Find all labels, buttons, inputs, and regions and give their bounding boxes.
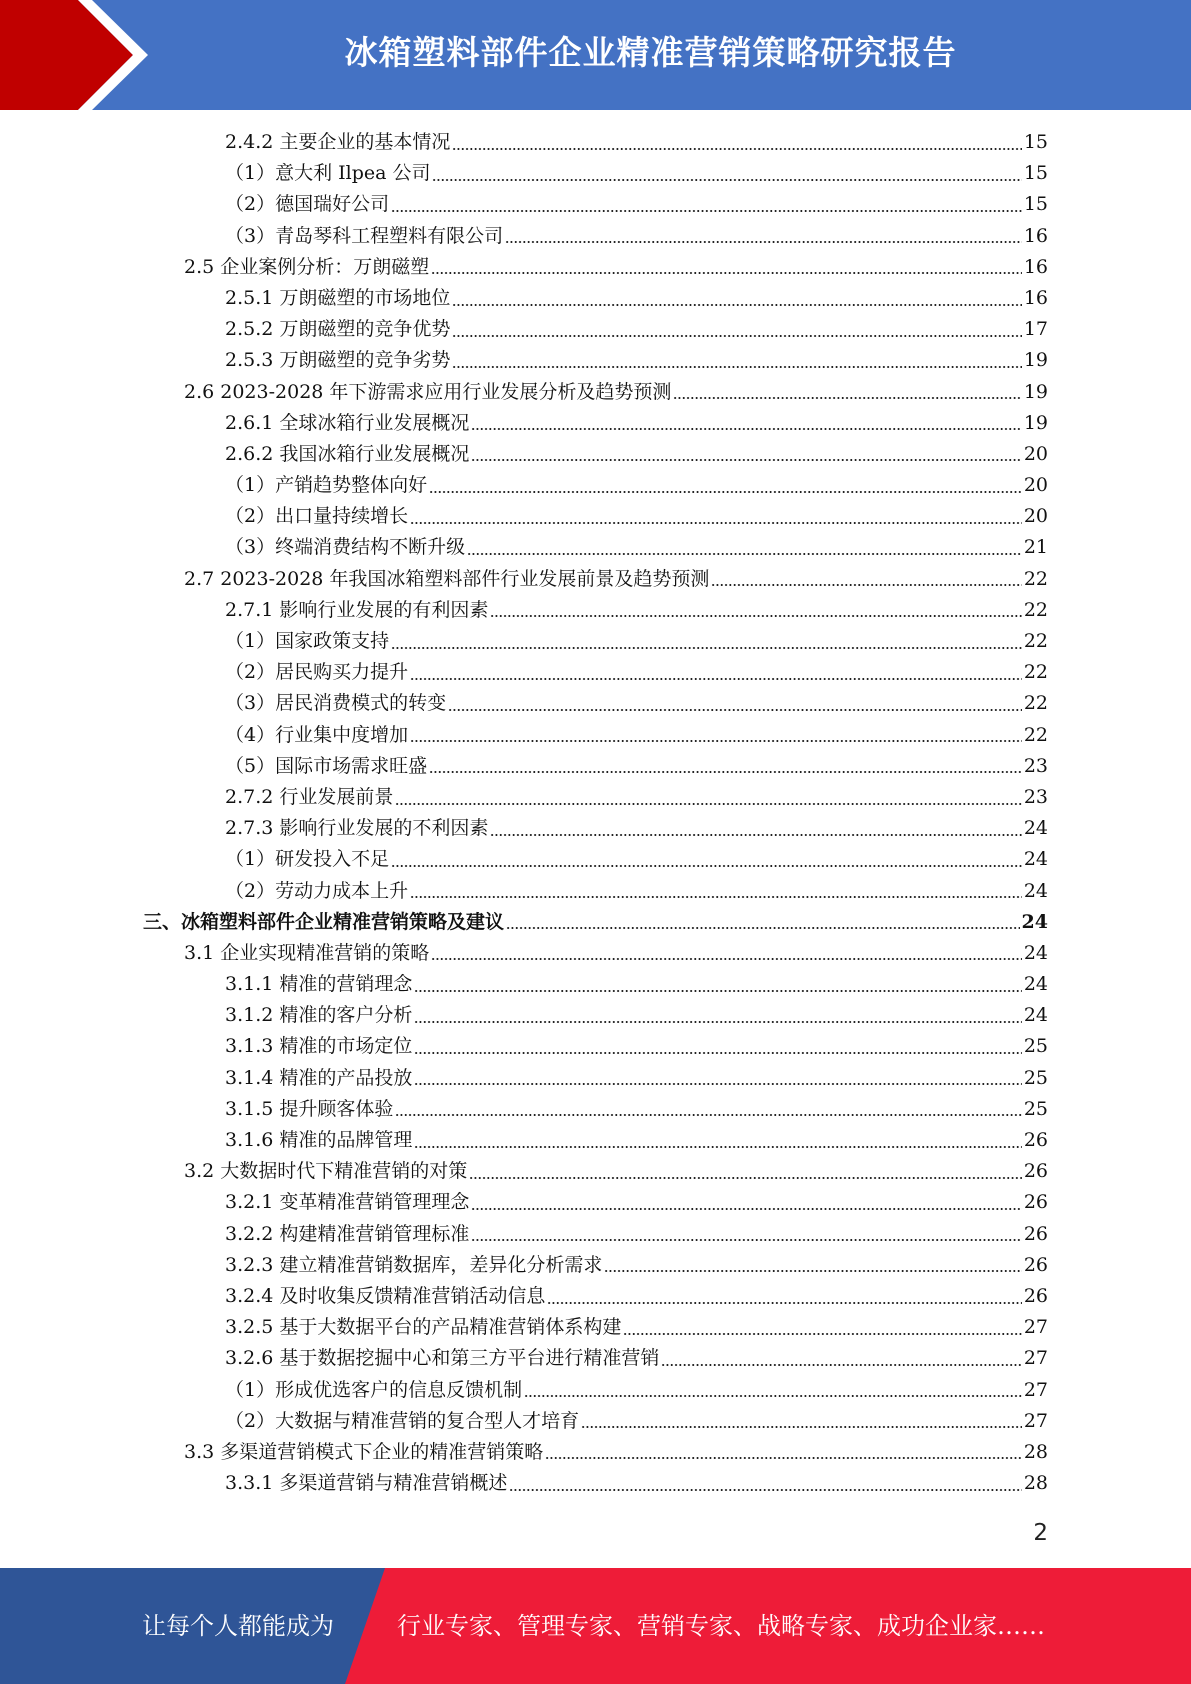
toc-entry-page: 25 [1023, 1066, 1048, 1089]
toc-dot-leader [410, 522, 1022, 524]
toc-entry-page: 16 [1023, 255, 1048, 278]
toc-entry[interactable] [0, 314, 1191, 345]
toc-dot-leader [490, 834, 1021, 836]
toc-entry-label: （2）居民购买力提升 [225, 661, 409, 684]
toc-entry[interactable] [0, 1281, 1191, 1312]
toc-dot-leader [604, 1270, 1021, 1272]
toc-entry-label: 3.1.1 精准的营销理念 [225, 973, 413, 996]
toc-entry-label: （2）出口量持续增长 [225, 505, 409, 528]
toc-entry[interactable] [0, 283, 1191, 314]
toc-entry-page: 25 [1023, 1097, 1048, 1120]
footer-slogan-left: 让每个人都能成为 [142, 1612, 334, 1640]
toc-entry-label: （2）德国瑞好公司 [225, 193, 390, 216]
toc-entry-label: （5）国际市场需求旺盛 [225, 754, 428, 777]
toc-dot-leader [452, 335, 1021, 337]
toc-entry[interactable] [0, 1437, 1191, 1468]
toc-entry[interactable] [0, 532, 1191, 563]
toc-entry-page: 23 [1023, 754, 1048, 777]
toc-entry-page: 19 [1023, 380, 1048, 403]
toc-entry-label: 3.3 多渠道营销模式下企业的精准营销策略 [184, 1440, 544, 1463]
toc-entry-label: （3）居民消费模式的转变 [225, 692, 447, 715]
toc-entry-label: 3.2.6 基于数据挖掘中心和第三方平台进行精准营销 [225, 1347, 660, 1370]
toc-dot-leader [448, 709, 1022, 711]
toc-dot-leader [661, 1364, 1021, 1366]
toc-entry-label: 3.1.6 精准的品牌管理 [225, 1129, 413, 1151]
toc-entry-label: （2）劳动力成本上升 [225, 879, 409, 902]
toc-entry[interactable] [0, 221, 1191, 252]
toc-entry-label: 2.6 2023-2028 年下游需求应用行业发展分析及趋势预测 [184, 380, 672, 403]
toc-entry-label: 三、冰箱塑料部件企业精准营销策略及建议 [143, 910, 505, 933]
toc-entry-label: （4）行业集中度增加 [225, 723, 409, 746]
toc-entry-label: 3.1.2 精准的客户分析 [225, 1004, 413, 1027]
toc-entry-page: 24 [1023, 973, 1048, 996]
toc-dot-leader [431, 958, 1022, 960]
toc-entry-label: 2.7.1 影响行业发展的有利因素 [225, 598, 489, 621]
toc-dot-leader [452, 304, 1021, 306]
toc-entry-page: 27 [1023, 1409, 1048, 1432]
toc-entry-label: 2.6.2 我国冰箱行业发展概况 [225, 442, 470, 465]
toc-entry-page: 22 [1023, 598, 1048, 621]
toc-entry-label: （2）大数据与精准营销的复合型人才培育 [225, 1409, 580, 1432]
toc-dot-leader [414, 1052, 1021, 1054]
toc-entry[interactable] [0, 1063, 1191, 1094]
toc-entry-page: 16 [1023, 224, 1048, 247]
toc-dot-leader [432, 179, 1021, 181]
table-of-contents [0, 127, 1191, 1499]
toc-entry[interactable] [0, 907, 1191, 938]
toc-entry[interactable] [0, 1094, 1191, 1125]
toc-dot-leader [711, 584, 1021, 586]
toc-entry-page: 24 [1023, 941, 1048, 964]
toc-entry-page: 25 [1023, 1035, 1048, 1058]
toc-entry-page: 27 [1023, 1347, 1048, 1370]
toc-entry-label: （1）意大利 Ilpea 公司 [225, 162, 431, 185]
toc-dot-leader [414, 990, 1021, 992]
toc-dot-leader [467, 553, 1022, 555]
toc-entry-label: 3.2.3 建立精准营销数据库，差异化分析需求 [225, 1253, 603, 1276]
toc-entry-page: 22 [1023, 661, 1048, 684]
toc-entry-page: 24 [1021, 910, 1048, 933]
toc-entry[interactable] [0, 813, 1191, 844]
toc-entry-label: 3.2.5 基于大数据平台的产品精准营销体系构建 [225, 1316, 622, 1339]
toc-dot-leader [452, 366, 1021, 368]
toc-entry-page: 22 [1023, 630, 1048, 652]
toc-entry-label: 2.7 2023-2028 年我国冰箱塑料部件行业发展前景及趋势预测 [184, 567, 710, 590]
toc-entry[interactable] [0, 1468, 1191, 1499]
toc-entry-label: 2.7.2 行业发展前景 [225, 785, 394, 808]
toc-dot-leader [471, 428, 1021, 430]
toc-entry[interactable] [0, 657, 1191, 688]
toc-entry-page: 28 [1023, 1440, 1048, 1463]
toc-entry-page: 27 [1023, 1316, 1048, 1339]
toc-entry[interactable] [0, 1343, 1191, 1374]
toc-entry-page: 20 [1023, 505, 1048, 528]
toc-entry[interactable] [0, 501, 1191, 532]
toc-entry[interactable] [0, 1312, 1191, 1343]
toc-entry-label: 2.5.2 万朗磁塑的竞争优势 [225, 318, 451, 341]
toc-entry-label: 3.1.5 提升顾客体验 [225, 1097, 394, 1120]
toc-entry-label: 2.5.1 万朗磁塑的市场地位 [225, 286, 451, 309]
toc-dot-leader [545, 1457, 1022, 1459]
toc-entry-label: （1）国家政策支持 [225, 630, 390, 652]
toc-entry-label: 3.1 企业实现精准营销的策略 [184, 941, 430, 964]
toc-dot-leader [414, 1021, 1021, 1023]
toc-dot-leader [452, 148, 1021, 150]
toc-entry-page: 26 [1023, 1191, 1048, 1214]
toc-entry-page: 26 [1023, 1160, 1048, 1183]
toc-entry[interactable] [0, 345, 1191, 376]
toc-entry[interactable] [0, 189, 1191, 220]
toc-entry-label: （1）产销趋势整体向好 [225, 474, 428, 497]
toc-dot-leader [410, 678, 1022, 680]
toc-entry[interactable] [0, 1219, 1191, 1250]
page-number: 2 [1033, 1520, 1048, 1546]
toc-entry-label: 3.2 大数据时代下精准营销的对策 [184, 1160, 468, 1183]
toc-entry[interactable] [0, 1031, 1191, 1062]
toc-dot-leader [391, 210, 1022, 212]
toc-entry-label: 3.3.1 多渠道营销与精准营销概述 [225, 1472, 508, 1495]
toc-entry-page: 19 [1023, 411, 1048, 434]
toc-entry[interactable] [0, 127, 1191, 158]
toc-entry-label: 3.2.2 构建精准营销管理标准 [225, 1222, 470, 1245]
toc-entry[interactable] [0, 688, 1191, 719]
toc-entry-page: 17 [1023, 318, 1048, 341]
toc-dot-leader [391, 865, 1022, 867]
toc-dot-leader [414, 1083, 1021, 1085]
toc-entry-label: （1）形成优选客户的信息反馈机制 [225, 1378, 523, 1401]
toc-dot-leader [410, 896, 1022, 898]
toc-dot-leader [410, 740, 1022, 742]
toc-dot-leader [506, 927, 1020, 929]
toc-entry-page: 22 [1023, 723, 1048, 746]
toc-entry-label: （3）青岛琴科工程塑料有限公司 [225, 224, 504, 247]
toc-entry-page: 24 [1023, 848, 1048, 871]
toc-entry-page: 24 [1023, 1004, 1048, 1027]
toc-entry[interactable] [0, 844, 1191, 875]
toc-dot-leader [471, 1208, 1021, 1210]
toc-entry[interactable] [0, 470, 1191, 501]
report-title: 冰箱塑料部件企业精准营销策略研究报告 [344, 33, 957, 72]
toc-entry-label: （3）终端消费结构不断升级 [225, 536, 466, 559]
toc-entry-label: 2.7.3 影响行业发展的不利因素 [225, 817, 489, 840]
toc-entry[interactable] [0, 782, 1191, 813]
toc-entry[interactable] [0, 1187, 1191, 1218]
toc-entry-page: 16 [1023, 286, 1048, 309]
toc-entry[interactable] [0, 252, 1191, 283]
toc-dot-leader [490, 615, 1021, 617]
toc-dot-leader [623, 1333, 1021, 1335]
toc-entry[interactable] [0, 564, 1191, 595]
toc-dot-leader [471, 1239, 1021, 1241]
toc-entry-label: （1）研发投入不足 [225, 848, 390, 871]
toc-entry[interactable] [0, 408, 1191, 439]
toc-entry-label: 2.5 企业案例分析：万朗磁塑 [184, 255, 430, 278]
toc-entry-label: 3.2.4 及时收集反馈精准营销活动信息 [225, 1284, 546, 1307]
toc-entry[interactable] [0, 626, 1191, 657]
toc-entry-label: 3.1.3 精准的市场定位 [225, 1035, 413, 1058]
toc-entry[interactable] [0, 439, 1191, 470]
toc-dot-leader [505, 241, 1022, 243]
toc-entry[interactable] [0, 969, 1191, 1000]
toc-entry-page: 19 [1023, 349, 1048, 372]
toc-dot-leader [429, 491, 1022, 493]
toc-entry-label: 2.6.1 全球冰箱行业发展概况 [225, 411, 470, 434]
toc-entry-label: 2.4.2 主要企业的基本情况 [225, 131, 451, 153]
toc-entry[interactable] [0, 876, 1191, 907]
toc-entry[interactable] [0, 158, 1191, 189]
toc-entry[interactable] [0, 720, 1191, 751]
toc-entry-page: 26 [1023, 1284, 1048, 1307]
toc-dot-leader [469, 1177, 1022, 1179]
toc-dot-leader [395, 1114, 1021, 1116]
toc-dot-leader [673, 397, 1021, 399]
page-header [0, 0, 1191, 110]
toc-entry[interactable] [0, 1000, 1191, 1031]
footer-slogan-right: 行业专家、管理专家、营销专家、战略专家、成功企业家…… [397, 1612, 1045, 1640]
toc-entry[interactable] [0, 377, 1191, 408]
toc-dot-leader [509, 1489, 1021, 1491]
toc-dot-leader [391, 647, 1022, 649]
toc-dot-leader [547, 1302, 1021, 1304]
toc-dot-leader [471, 459, 1021, 461]
header-arrow-decoration [0, 0, 160, 110]
toc-entry-page: 20 [1023, 474, 1048, 497]
toc-entry[interactable] [0, 751, 1191, 782]
toc-entry[interactable] [0, 1375, 1191, 1406]
toc-entry-page: 22 [1023, 692, 1048, 715]
toc-entry-page: 15 [1023, 193, 1048, 216]
toc-entry[interactable] [0, 1406, 1191, 1437]
toc-entry-page: 24 [1023, 879, 1048, 902]
toc-entry-label: 3.1.4 精准的产品投放 [225, 1066, 413, 1089]
toc-entry[interactable] [0, 595, 1191, 626]
page-footer [0, 1568, 1191, 1684]
toc-entry-page: 15 [1023, 131, 1048, 153]
toc-entry[interactable] [0, 938, 1191, 969]
toc-entry-page: 24 [1023, 817, 1048, 840]
toc-dot-leader [429, 771, 1022, 773]
toc-dot-leader [524, 1395, 1022, 1397]
toc-entry[interactable] [0, 1250, 1191, 1281]
toc-entry-page: 27 [1023, 1378, 1048, 1401]
toc-entry-page: 26 [1023, 1222, 1048, 1245]
toc-dot-leader [414, 1146, 1021, 1148]
toc-dot-leader [395, 803, 1021, 805]
toc-entry-page: 20 [1023, 442, 1048, 465]
toc-entry-page: 15 [1023, 162, 1048, 185]
toc-entry-page: 28 [1023, 1472, 1048, 1495]
toc-entry-label: 3.2.1 变革精准营销管理理念 [225, 1191, 470, 1214]
toc-entry-page: 23 [1023, 785, 1048, 808]
toc-entry-label: 2.5.3 万朗磁塑的竞争劣势 [225, 349, 451, 372]
toc-entry-page: 21 [1023, 536, 1048, 559]
toc-dot-leader [581, 1426, 1022, 1428]
toc-dot-leader [431, 272, 1022, 274]
toc-entry[interactable] [0, 1125, 1191, 1156]
toc-entry[interactable] [0, 1156, 1191, 1187]
toc-entry-page: 26 [1023, 1129, 1048, 1151]
toc-entry-page: 22 [1023, 567, 1048, 590]
toc-entry-page: 26 [1023, 1253, 1048, 1276]
